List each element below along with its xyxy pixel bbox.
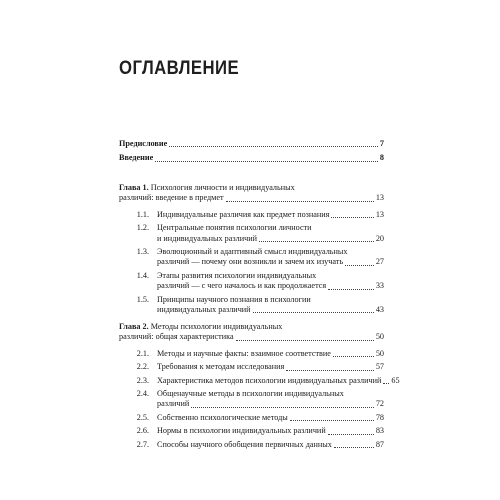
section-number: 2.5. — [136, 412, 149, 422]
section-title-line2: различий — [157, 399, 190, 409]
entry-page: 8 — [379, 153, 384, 163]
entry-page: 57 — [375, 362, 384, 372]
section-title-line2: индивидуальных различий — [157, 305, 251, 315]
entry-page: 13 — [375, 193, 384, 203]
chapter-2 — [119, 322, 400, 450]
section-number: 1.4. — [136, 270, 149, 280]
chapter-title-line2: различий: общая характеристика — [119, 332, 234, 342]
dot-leader — [328, 434, 374, 435]
entry-page: 43 — [375, 305, 384, 315]
section-1-5[interactable] — [119, 295, 384, 316]
section-title: Требования к методам исследования — [157, 362, 285, 372]
section-number: 1.5. — [136, 294, 149, 304]
entry-page: 50 — [375, 332, 384, 342]
section-1-3[interactable] — [119, 247, 384, 268]
chapter-title-line2: различий: введение в предмет — [119, 193, 224, 203]
dot-leader — [253, 312, 374, 313]
dot-leader — [191, 407, 374, 408]
section-2-6[interactable] — [119, 426, 384, 436]
dot-leader — [345, 265, 374, 266]
dot-leader — [286, 370, 374, 371]
dot-leader — [259, 241, 374, 242]
entry-page: 33 — [375, 281, 384, 291]
dot-leader — [155, 161, 378, 162]
section-number: 2.1. — [136, 348, 149, 358]
section-title-line2: различий — почему они возникли и зачем их изучать — [157, 257, 344, 267]
entry-page: 20 — [375, 233, 384, 243]
section-title: Нормы в психологии индивидуальных различий — [157, 426, 326, 436]
dot-leader — [236, 340, 374, 341]
section-title-line1: Принципы научного познания в психологии — [157, 294, 311, 304]
section-number: 1.2. — [136, 223, 149, 233]
section-1-2[interactable] — [119, 223, 384, 244]
entry-page: 87 — [375, 439, 384, 449]
chapter-label: Глава 1. — [119, 183, 149, 192]
section-title: Характеристика методов психологии индивидуальных различий — [157, 375, 382, 385]
chapter-title-line1: Методы психологии индивидуальных — [150, 322, 283, 331]
entry-page: 65 — [391, 375, 400, 385]
dot-leader — [331, 217, 373, 218]
section-number: 2.3. — [136, 375, 149, 385]
entry-page: 13 — [375, 209, 384, 219]
section-title-line2: различий — с чего началось и как продолжается — [157, 281, 327, 291]
chapter-heading[interactable] — [119, 183, 384, 204]
section-title: Индивидуальные различия как предмет познания — [157, 209, 330, 219]
section-2-5[interactable] — [119, 413, 384, 423]
section-2-3[interactable] — [119, 375, 400, 386]
chapter-title-line1: Психология личности и индивидуальных — [150, 183, 295, 192]
section-1-4[interactable] — [119, 271, 384, 292]
section-title-line2: и индивидуальных различий — [157, 233, 257, 243]
section-number: 2.2. — [136, 362, 149, 372]
section-1-1[interactable] — [119, 210, 384, 220]
section-title-line1: Общенаучные методы в психологии индивидуальных — [157, 389, 344, 399]
section-number: 2.7. — [136, 439, 149, 449]
chapter-heading[interactable] — [119, 322, 384, 343]
section-title-line1: Центральные понятия психологии личности — [157, 223, 312, 233]
entry-label: Введение — [119, 153, 154, 163]
section-number: 2.6. — [136, 426, 149, 436]
entry-page: 83 — [375, 426, 384, 436]
section-number: 1.1. — [136, 209, 149, 219]
dot-leader — [290, 420, 374, 421]
section-2-4[interactable] — [119, 389, 384, 410]
entry-page: 27 — [375, 257, 384, 267]
section-title: Методы и научные факты: взаимное соответствие — [157, 348, 331, 358]
toc-entry-introduction[interactable] — [119, 153, 384, 163]
dot-leader — [333, 356, 374, 357]
dot-leader — [328, 289, 374, 290]
section-title: Собственно психологические методы — [157, 412, 288, 422]
front-matter — [119, 139, 384, 164]
chapter-label: Глава 2. — [119, 322, 149, 331]
entry-page: 72 — [375, 399, 384, 409]
page-title: ОГЛАВЛЕНИЕ — [119, 58, 240, 79]
section-title-line1: Эволюционный и адаптивный смысл индивидуальных — [157, 247, 348, 257]
dot-leader — [334, 447, 374, 448]
section-2-2[interactable] — [119, 362, 384, 372]
section-number: 1.3. — [136, 247, 149, 257]
entry-label: Предисловие — [119, 139, 168, 148]
section-title: Способы научного обобщения первичных данных — [157, 439, 332, 449]
dot-leader — [383, 383, 389, 384]
section-number: 2.4. — [136, 389, 149, 399]
section-2-7[interactable] — [119, 440, 384, 450]
entry-page: 78 — [375, 412, 384, 422]
section-2-1[interactable] — [119, 349, 384, 359]
toc-entry-preface[interactable] — [119, 139, 384, 149]
entry-page: 7 — [379, 139, 384, 148]
entry-page: 50 — [375, 348, 384, 358]
section-title-line1: Этапы развития психологии индивидуальных — [157, 270, 317, 280]
dot-leader — [226, 201, 374, 202]
chapter-1 — [119, 183, 384, 315]
dot-leader — [169, 146, 378, 147]
